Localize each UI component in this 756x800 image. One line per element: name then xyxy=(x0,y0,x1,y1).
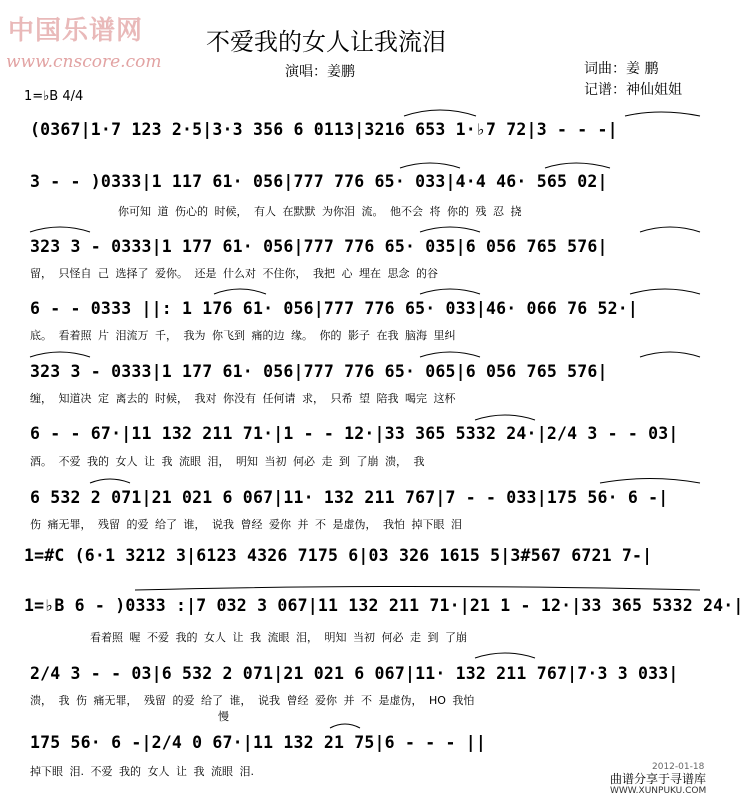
lyric-line-4: 底。 看着照 片 泪流万 千， 我为 你飞到 痛的边 缘。 你的 影子 在我 脑海 里纠 xyxy=(30,329,456,342)
notation-line-9: 1=♭B 6 - )0333 :|7 032 3 067|11 132 211 71·|21 1 - 12·|33 365 5332 24·| xyxy=(24,596,744,615)
transcriber-credit: 记谱：神仙姐姐 xyxy=(584,82,682,98)
watermark-url: www.cnscore.com xyxy=(6,52,162,72)
notation-line-3: 323 3 - 0333|1 177 61· 056|777 776 65· 035|6 056 765 576| xyxy=(30,237,608,256)
watermark-site-name: 中国乐谱网 xyxy=(8,16,144,46)
lyricist-credit: 词曲：姜 鹏 xyxy=(584,61,659,77)
footer-url: WWW.XUNPUKU.COM xyxy=(610,786,707,796)
notation-line-6: 6 - - 67·|11 132 211 71·|1 - - 12·|33 365 5332 24·|2/4 3 - - 03| xyxy=(30,424,679,443)
lyric-line-5: 缠， 知道决 定 离去的 时候， 我对 你没有 任何请 求， 只希 望 陪我 喝完 这杯 xyxy=(30,392,456,405)
notation-line-11: 175 56· 6 -|2/4 0 67·|11 132 21 75|6 - - - || xyxy=(30,733,487,752)
footer-share-text: 曲谱分享于寻谱库 xyxy=(610,772,707,786)
notation-line-10: 2/4 3 - - 03|6 532 2 071|21 021 6 067|11· 132 211 767|7·3 3 033| xyxy=(30,664,679,683)
singer-credit: 演唱：姜鹏 xyxy=(285,64,355,80)
lyric-line-10: 溃， 我 伤 痛无罪， 残留 的爱 给了 谁， 说我 曾经 爱你 并 不 是虚伪， HO 我怕 xyxy=(30,694,475,707)
key-signature: 1=♭B 4/4 xyxy=(24,89,84,104)
lyric-line-11: 掉下眼 泪. 不爱 我的 女人 让 我 流眼 泪. xyxy=(30,765,254,778)
lyric-line-3: 留， 只怪自 己 选择了 爱你。 还是 什么对 不住你， 我把 心 埋在 思念 的谷 xyxy=(30,267,438,280)
lyric-line-2: 你可知 道 伤心的 时候， 有人 在默默 为你泪 流。 他不会 将 你的 残 忍 挠 xyxy=(118,205,522,218)
transcription-date: 2012-01-18 xyxy=(652,762,705,772)
notation-line-4: 6 - - 0333 ||: 1 176 61· 056|777 776 65· 033|46· 066 76 52·| xyxy=(30,299,639,318)
lyric-line-9: 看着照 喔 不爱 我的 女人 让 我 流眼 泪， 明知 当初 何必 走 到 了崩 xyxy=(90,631,467,644)
notation-line-5: 323 3 - 0333|1 177 61· 056|777 776 65· 065|6 056 765 576| xyxy=(30,362,608,381)
song-title: 不爱我的女人让我流泪 xyxy=(206,28,446,56)
lyric-line-7: 伤 痛无罪， 残留 的爱 给了 谁， 说我 曾经 爱你 并 不 是虚伪， 我怕 掉下眼 泪 xyxy=(30,518,462,531)
lyric-line-6: 酒。 不爱 我的 女人 让 我 流眼 泪， 明知 当初 何必 走 到 了崩 溃， 我 xyxy=(30,455,425,468)
notation-line-7: 6 532 2 071|21 021 6 067|11· 132 211 767|7 - - 033|175 56· 6 -| xyxy=(30,488,669,507)
notation-line-8: 1=#C (6·1 3212 3|6123 4326 7175 6|03 326 1615 5|3#567 6721 7-| xyxy=(24,546,653,565)
notation-line-1: (0367|1·7 123 2·5|3·3 356 6 0113|3216 653 1·♭7 72|3 - - -| xyxy=(30,120,618,139)
lyric-extra: 慢 xyxy=(218,710,229,723)
notation-line-2: 3 - - )0333|1 117 61· 056|777 776 65· 033|4·4 46· 565 02| xyxy=(30,172,608,191)
